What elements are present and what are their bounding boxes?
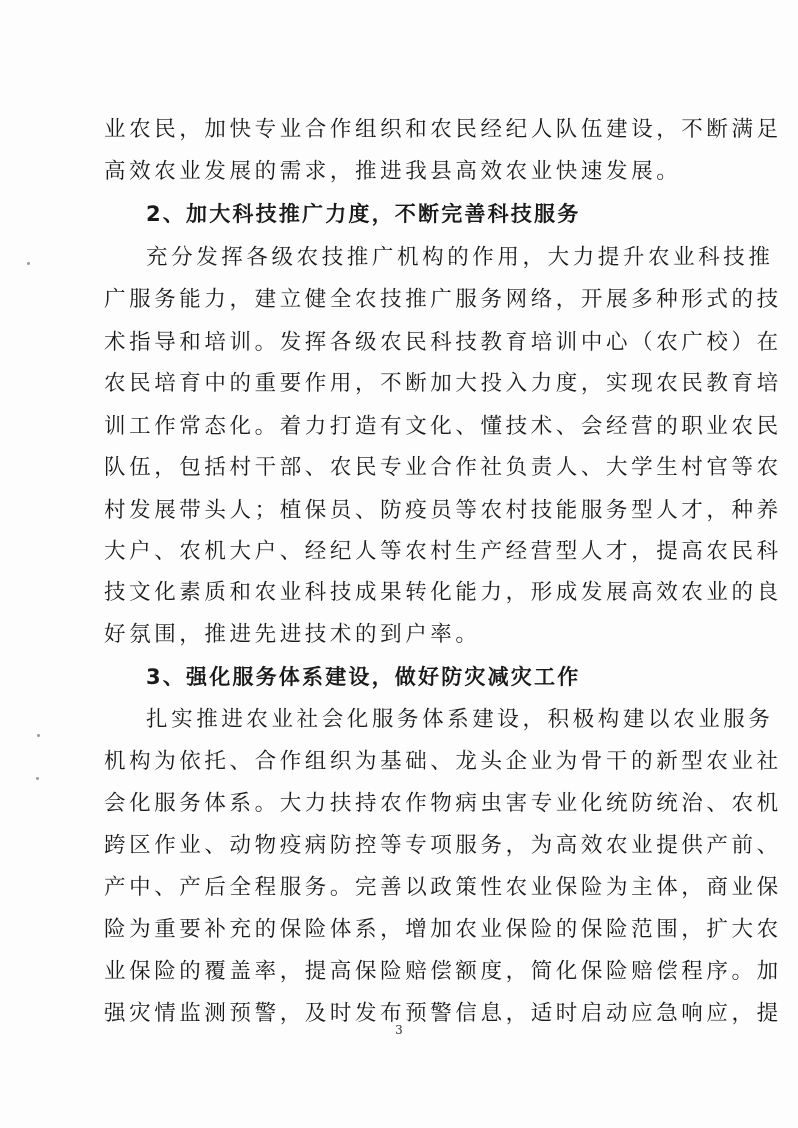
body-line: 机构为依托、合作组织为基础、龙头企业为骨干的新型农业社	[104, 749, 782, 774]
body-line: 会化服务体系。大力扶持农作物病虫害专业化统防统治、农机	[104, 791, 782, 816]
section-heading: 2、加大科技推广力度，不断完善科技服务	[146, 202, 581, 226]
body-line: 险为重要补充的保险体系，增加农业保险的保险范围，扩大农	[104, 917, 782, 942]
scan-speck	[37, 734, 40, 737]
page-number: 3	[395, 1023, 403, 1037]
body-line: 训工作常态化。着力打造有文化、懂技术、会经营的职业农民	[104, 414, 782, 439]
body-line: 跨区作业、动物疫病防控等专项服务，为高效农业提供产前、	[104, 833, 782, 858]
body-line: 广服务能力，建立健全农技推广服务网络，开展多种形式的技	[104, 287, 782, 312]
body-line: 村发展带头人；植保员、防疫员等农村技能服务型人才，种养	[104, 498, 782, 523]
body-line: 业保险的覆盖率，提高保险赔偿额度，简化保险赔偿程序。加	[104, 959, 782, 984]
scan-speck	[27, 262, 30, 265]
body-line: 业农民，加快专业合作组织和农民经纪人队伍建设，不断满足	[104, 117, 782, 142]
body-line: 队伍，包括村干部、农民专业合作社负责人、大学生村官等农	[104, 455, 782, 480]
scan-speck	[36, 777, 39, 780]
body-line: 术指导和培训。发挥各级农民科技教育培训中心（农广校）在	[104, 330, 782, 355]
body-line: 技文化素质和农业科技成果转化能力，形成发展高效农业的良	[104, 580, 782, 605]
body-line: 产中、产后全程服务。完善以政策性农业保险为主体，商业保	[104, 875, 782, 900]
body-line: 大户、农机大户、经纪人等农村生产经营型人才，提高农民科	[104, 539, 782, 564]
body-line: 高效农业发展的需求，推进我县高效农业快速发展。	[104, 159, 682, 184]
body-line: 充分发挥各级农技推广机构的作用，大力提升农业科技推	[146, 245, 774, 270]
section-heading: 3、强化服务体系建设，做好防灾减灾工作	[146, 665, 581, 689]
body-line: 好氛围，推进先进技术的到户率。	[104, 622, 481, 647]
body-line: 强灾情监测预警，及时发布预警信息，适时启动应急响应，提	[104, 1001, 782, 1026]
body-line: 农民培育中的重要作用，不断加大投入力度，实现农民教育培	[104, 371, 782, 396]
body-line: 扎实推进农业社会化服务体系建设，积极构建以农业服务	[146, 707, 774, 732]
